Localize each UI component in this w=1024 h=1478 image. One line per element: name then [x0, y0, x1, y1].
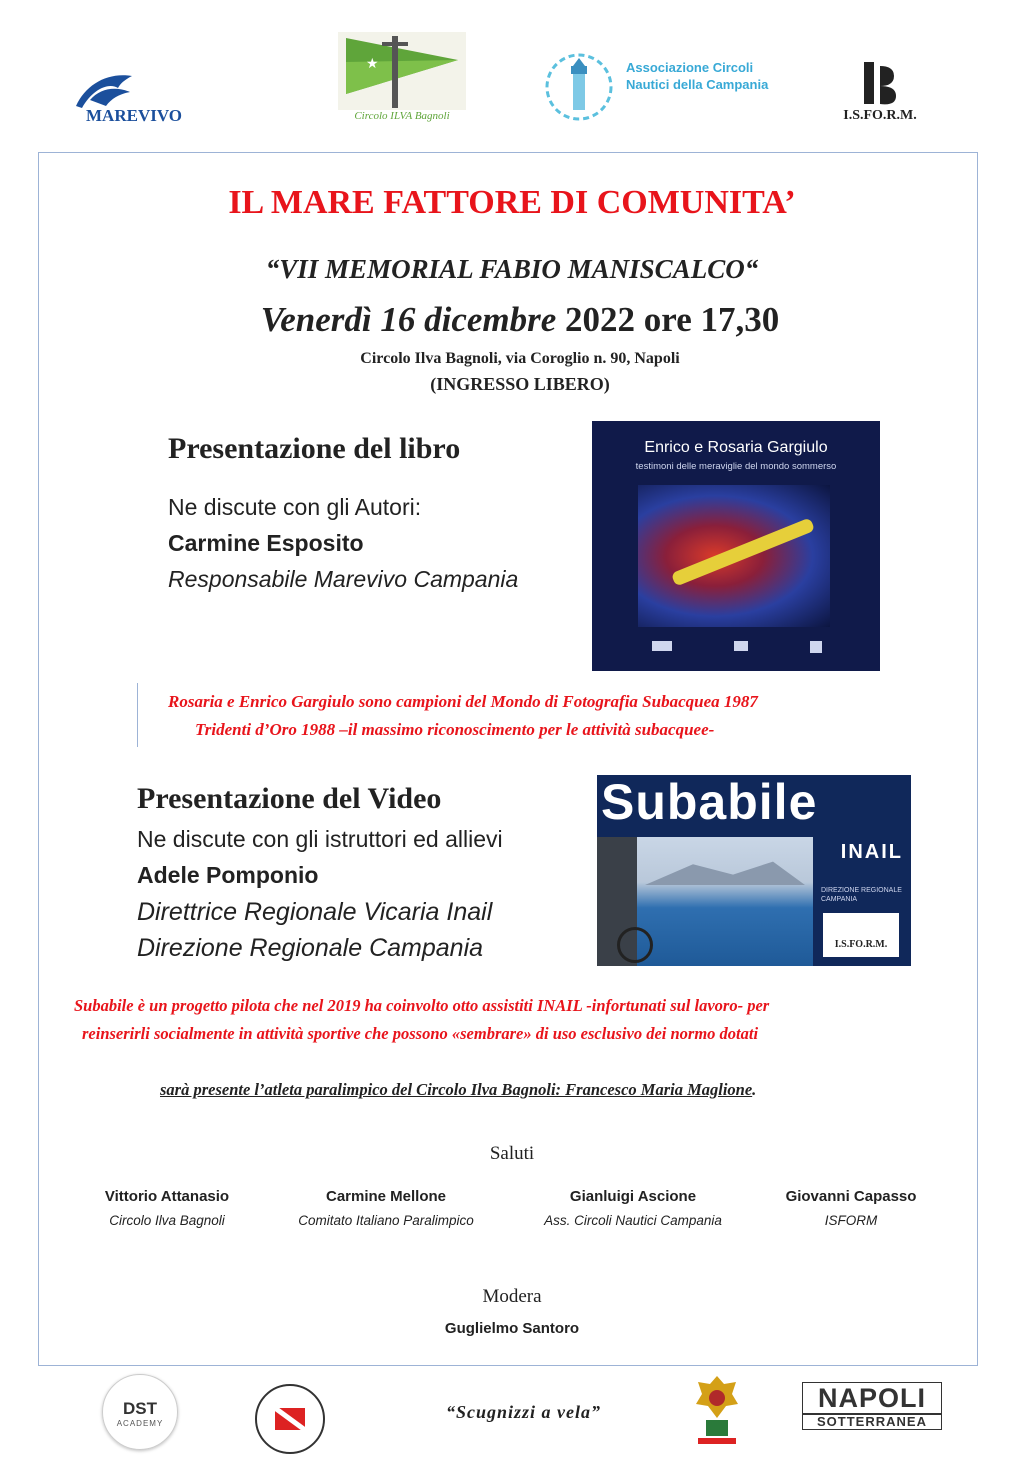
logo-coat-of-arms: [692, 1374, 742, 1450]
isform-label: I.S.FO.R.M.: [843, 108, 917, 123]
video-poster: [597, 775, 911, 966]
greeting-name: Gianluigi Ascione: [569, 1188, 697, 1205]
sotterranea-label: SOTTERRANEA: [802, 1413, 942, 1430]
event-entry: (INGRESSO LIBERO): [430, 374, 610, 394]
greeting-role: Circolo Ilva Bagnoli: [109, 1213, 225, 1228]
book-speaker-role: Responsabile Marevivo Campania: [168, 566, 519, 592]
video-speaker-name: Adele Pomponio: [137, 862, 319, 888]
dst-label: DST: [123, 1399, 157, 1418]
greeting-name: Vittorio Attanasio: [104, 1188, 230, 1205]
book-cover-title: Enrico e Rosaria Gargiulo: [644, 439, 828, 456]
video-poster-photo: [597, 837, 813, 966]
athlete-text: sarà presente l’atleta paralimpico del Circolo Ilva Bagnoli: Francesco Maria Maglione: [160, 1080, 753, 1099]
svg-text:★: ★: [366, 57, 379, 72]
logo-isform: [830, 58, 930, 140]
video-speaker-role-2: Direzione Regionale Campania: [137, 934, 484, 962]
greeting-role: Ass. Circoli Nautici Campania: [544, 1213, 722, 1228]
book-discuss: Ne discute con gli Autori:: [168, 494, 422, 520]
event-date: [0, 300, 1024, 340]
greeting-role: Comitato Italiano Paralimpico: [298, 1213, 474, 1228]
dst-sub-label: ACADEMY: [116, 1419, 164, 1428]
book-note-rule: [137, 683, 138, 747]
greeting-person: [271, 1188, 501, 1228]
book-cover-photo: [638, 485, 830, 627]
book-cover-subtitle: testimoni delle meraviglie del mondo sommerso: [635, 461, 837, 472]
event-date-time: 2022 ore 17,30: [556, 300, 780, 339]
logo-centro-subacqueo: [255, 1384, 325, 1454]
event-title: IL MARE FATTORE DI COMUNITA’: [228, 184, 796, 221]
greeting-person: [52, 1188, 282, 1228]
event-date-day: Venerdì 16 dicembre: [260, 300, 557, 339]
video-poster-dept-1: DIREZIONE REGIONALE: [821, 887, 902, 894]
logo-scugnizzi-a-vela: “Scugnizzi a vela”: [446, 1402, 602, 1422]
assoc-label-2: Nautici della Campania: [626, 77, 769, 92]
logo-napoli-sotterranea: [802, 1382, 942, 1432]
athlete-end: .: [752, 1080, 757, 1099]
ilva-flag-icon: [338, 32, 466, 110]
video-poster-title: Subabile: [601, 775, 818, 830]
video-poster-isform: I.S.FO.R.M.: [823, 913, 899, 957]
video-heading: Presentazione del Video: [137, 782, 442, 815]
circolo-ilva-label: Circolo ILVA Bagnoli: [354, 110, 450, 122]
coat-of-arms-icon: [692, 1374, 742, 1450]
book-speaker-name: Carmine Esposito: [168, 530, 364, 556]
video-note-line-2: reinserirli socialmente in attività sportive che possono «sembrare» di uso esclusivo dei normo dotati: [82, 1024, 759, 1043]
logo-circolo-ilva: [338, 32, 468, 130]
book-cover-logos: [652, 641, 822, 655]
logo-dst-academy: [102, 1374, 178, 1450]
lighthouse-icon: [544, 50, 614, 124]
greeting-person: [518, 1188, 748, 1228]
greeting-role: ISFORM: [824, 1213, 878, 1228]
video-poster-dept-2: CAMPANIA: [821, 896, 858, 903]
event-venue: Circolo Ilva Bagnoli, via Coroglio n. 90, Napoli: [360, 350, 680, 367]
book-cover: [592, 421, 880, 671]
moderator-heading: Modera: [482, 1286, 542, 1307]
greeting-name: Carmine Mellone: [325, 1188, 447, 1205]
video-poster-brand: INAIL: [840, 841, 903, 863]
video-discuss: Ne discute con gli istruttori ed allievi: [137, 826, 503, 852]
diving-flag-icon: [275, 1408, 305, 1430]
greeting-person: [736, 1188, 966, 1228]
greeting-name: Giovanni Capasso: [785, 1188, 917, 1205]
book-heading: Presentazione del libro: [168, 432, 461, 465]
book-note-line-1: Rosaria e Enrico Gargiulo sono campioni del Mondo di Fotografia Subacquea 1987: [168, 692, 758, 711]
athlete-line: [160, 1080, 756, 1100]
greetings-heading: Saluti: [489, 1143, 535, 1164]
memorial-title: “VII MEMORIAL FABIO MANISCALCO“: [265, 254, 759, 284]
logo-marevivo: [66, 66, 206, 128]
marevivo-label: MAREVIVO: [86, 106, 182, 125]
book-note-line-2: Tridenti d’Oro 1988 –il massimo riconoscimento per le attività subacquee-: [195, 720, 715, 739]
video-note-line-1: Subabile è un progetto pilota che nel 2019 ha coinvolto otto assistiti INAIL -infortunati sul lavoro- per: [74, 996, 770, 1015]
video-speaker-role-1: Direttrice Regionale Vicaria Inail: [137, 898, 493, 926]
logo-associazione-circoli: [544, 50, 784, 128]
isform-emblem-icon: [850, 58, 910, 108]
moderator-name: Guglielmo Santoro: [444, 1320, 580, 1337]
napoli-label: NAPOLI: [802, 1382, 942, 1415]
assoc-label-1: Associazione Circoli: [626, 60, 754, 75]
